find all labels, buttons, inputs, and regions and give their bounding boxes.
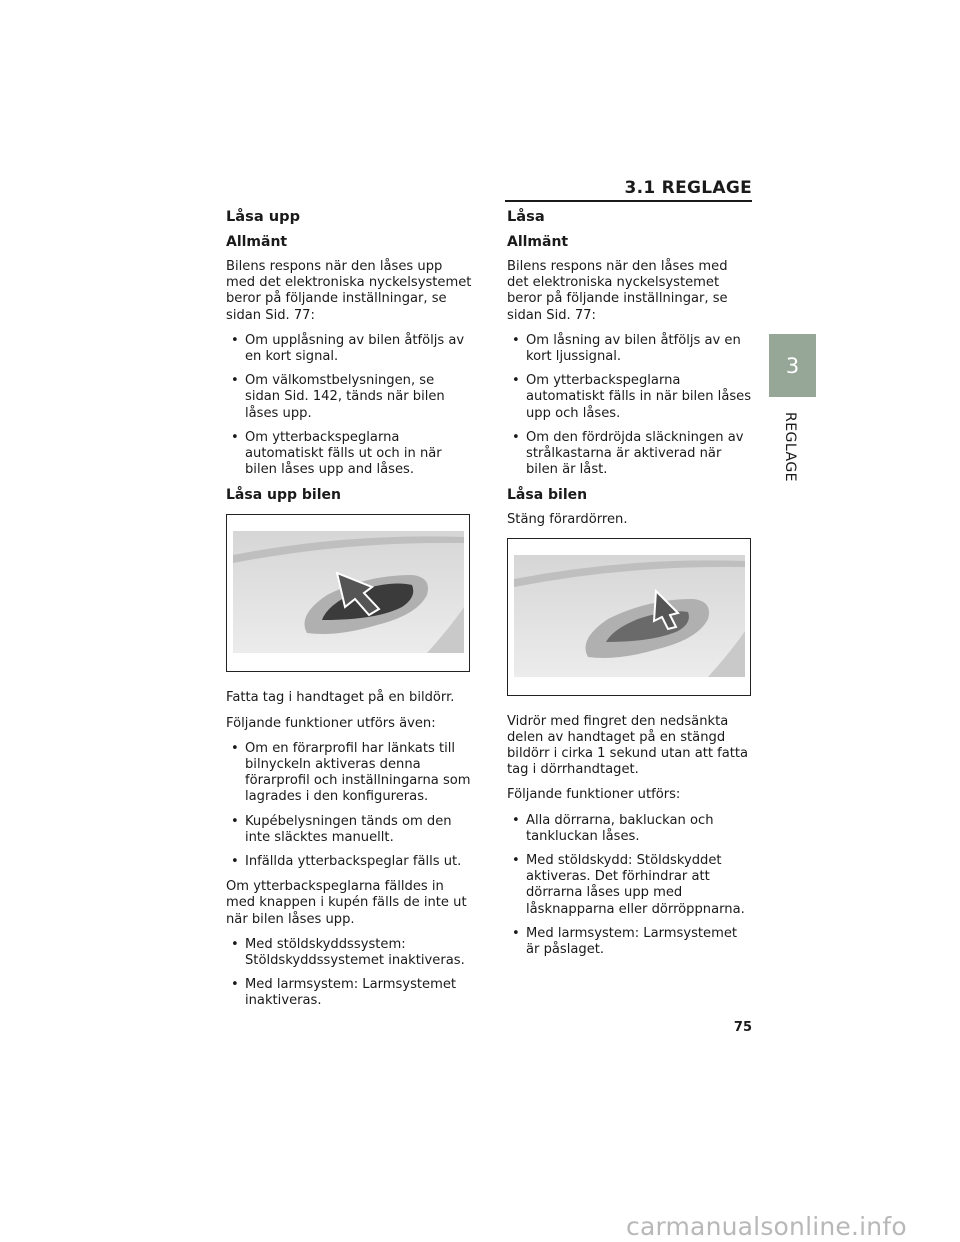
subheading-general: Allmänt [226, 234, 288, 250]
section-header: 3.1 REGLAGE [624, 178, 752, 198]
right-column [507, 208, 752, 967]
chapter-label: REGLAGE [782, 411, 798, 483]
header-divider [505, 200, 752, 202]
list-item: • Infällda ytterbackspeglar fälls ut. [226, 854, 472, 870]
page-number: 75 [733, 1020, 752, 1035]
list-item: • Om en förarprofil har länkats till bilnyckeln aktiveras denna förarprofil och inställningarna som lagrades i den konfigureras. [226, 741, 472, 806]
list-item: • Om ytterbackspeglarna automatiskt fälls ut och in när bilen låses upp and låses. [226, 430, 472, 479]
mirrors-note: Om ytterbackspeglarna fälldes in med knappen i kupén fälls de inte ut när bilen låses upp. [226, 879, 467, 927]
lock-step: Stäng förardörren. [507, 512, 628, 528]
unlock-systems-list [226, 937, 472, 1010]
door-handle-illustration [227, 515, 469, 671]
chapter-number: 3 [785, 353, 800, 378]
subheading-general: Allmänt [507, 234, 569, 250]
chapter-tab [769, 334, 816, 397]
unlock-intro: Bilens respons när den låses upp med det elektroniska nyckelsystemet beror på följande inställningar, se sidan Sid. 77: [226, 259, 472, 323]
left-column [226, 208, 472, 1019]
list-item: • Alla dörrarna, bakluckan och tankluckan låses. [507, 813, 752, 845]
list-item: • Om välkomstbelysningen, se sidan Sid. 142, tänds när bilen låses upp. [226, 373, 472, 422]
door-handle-illustration [508, 539, 750, 695]
section-title-unlock: Låsa upp [226, 208, 301, 225]
list-item: • Med stöldskyddssystem: Stöldskyddssystemet inaktiveras. [226, 937, 472, 969]
list-item: • Med larmsystem: Larmsystemet är påslaget. [507, 926, 752, 958]
unlock-settings-list [226, 333, 472, 479]
lock-settings-list [507, 333, 752, 479]
subheading-unlock-car: Låsa upp bilen [226, 487, 341, 504]
unlock-door-handle-figure [226, 514, 470, 672]
lock-instruction: Vidrör med fingret den nedsänkta delen av handtaget på en stängd bildörr i cirka 1 sekund utan att fatta tag i dörrhandtaget. [507, 713, 749, 778]
subheading-lock-car: Låsa bilen [507, 487, 588, 504]
lock-functions-list [507, 813, 752, 959]
list-item: • Om upplåsning av bilen åtföljs av en kort signal. [226, 333, 472, 365]
list-item: • Med larmsystem: Larmsystemet inaktiveras. [226, 977, 472, 1009]
section-title-lock: Låsa [507, 208, 545, 225]
list-item: • Om ytterbackspeglarna automatiskt fälls in när bilen låses upp och låses. [507, 373, 752, 422]
watermark: carmanualsonline.info [626, 1212, 907, 1241]
list-item: • Om låsning av bilen åtföljs av en kort ljussignal. [507, 333, 752, 365]
list-item: • Med stöldskydd: Stöldskyddet aktiveras. Det förhindrar att dörrarna låses upp med låsknapparna eller dörröppnarna. [507, 853, 752, 918]
unlock-functions-list [226, 741, 472, 870]
unlock-also-intro: Följande funktioner utförs även: [226, 715, 436, 731]
lock-performed-intro: Följande funktioner utförs: [507, 787, 681, 803]
list-item: • Om den fördröjda släckningen av strålkastarna är aktiverad när bilen är låst. [507, 430, 752, 479]
chapter-label-container [778, 408, 802, 486]
lock-intro: Bilens respons när den låses med det elektroniska nyckelsystemet beror på följande inställningar, se sidan Sid. 77: [507, 259, 728, 323]
list-item: • Kupébelysningen tänds om den inte släcktes manuellt. [226, 814, 472, 846]
lock-door-handle-figure [507, 538, 751, 696]
unlock-instruction: Fatta tag i handtaget på en bildörr. [226, 690, 455, 706]
